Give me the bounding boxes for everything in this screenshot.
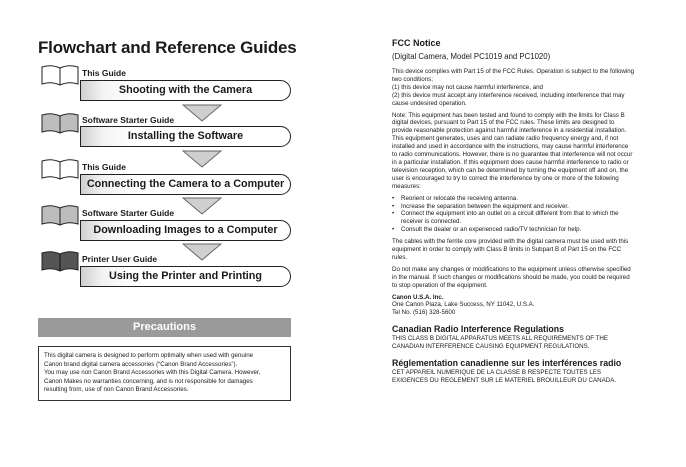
text-line: two conditions; [392,75,433,83]
arrow-down-icon [182,150,222,168]
compliance-paragraph [392,68,654,108]
french-heading: Réglementation canadienne sur les interférences radio [392,358,622,369]
list-item [401,210,654,226]
guide-2-step: Installing the Software [80,126,291,147]
precautions-line: This digital camera is designed to perform optimally when used with genuine [44,352,254,359]
precautions-line: Canon brand digital camera accessories (“Canon Brand Accessories”). [44,360,238,368]
guide-4-label: Software Starter Guide [82,208,175,218]
list-item [401,203,654,211]
precautions-line: resulting from, use of non Canon Brand Accessories. [44,386,189,393]
open-book-white-icon [40,64,80,86]
note-paragraph [392,112,654,191]
company-address: One Canon Plaza, Lake Success, NY 11042, U.S.A. [392,301,535,309]
text-line: in the manual. If such changes or modifications should be made, you could be required [392,273,630,281]
guide-4-step: Downloading Images to a Computer [80,220,291,241]
text-line: installed and used in accordance with the instructions, may cause harmful interference [392,143,629,151]
text-line: rules. [392,253,408,261]
text-line: digital devices, pursuant to Part 15 of the FCC rules. These limits are designed to [392,119,615,127]
guide-3-step: Connecting the Camera to a Computer [80,174,291,195]
french-paragraph [392,369,654,385]
open-book-gray-icon [40,204,80,226]
list-item [401,195,654,203]
changes-paragraph [392,266,654,290]
arrow-down-icon [182,104,222,122]
text-line: television reception, which can be determined by turning the equipment off and on, the [392,166,629,174]
text-line: CET APPAREIL NUMERIQUE DE LA CLASSE B RESPECTE TOUTES LES [392,369,602,377]
text-line: measures: [392,182,421,190]
precautions-heading: Precautions [38,318,291,337]
ferrite-paragraph [392,238,654,262]
arrow-down-icon [182,197,222,215]
canadian-paragraph [392,335,654,351]
open-book-dark-icon [40,250,80,272]
company-name: Canon U.S.A. Inc. [392,293,444,301]
text-line: EXIGENCES DU REGLEMENT SUR LE MATERIEL BROUILLEUR DU CANADA. [392,377,617,384]
text-line: to stop operation of the equipment. [392,281,488,289]
company-phone: Tel No. (516) 328-5600 [392,309,456,317]
guide-1-step: Shooting with the Camera [80,80,291,101]
canadian-heading: Canadian Radio Interference Regulations [392,324,565,335]
fcc-title: FCC Notice [392,38,441,48]
guide-1-label: This Guide [82,68,126,78]
text-line: Note: This equipment has been tested and found to comply with the limits for Class B [392,111,625,119]
text-line: CANADIAN INTERFERENCE CAUSING EQUIPMENT REGULATIONS. [392,343,590,351]
list-item-text: Reorient or relocate the receiving antenna. [401,194,518,202]
guide-2-label: Software Starter Guide [82,115,175,125]
text-line: THIS CLASS B DIGITAL APPARATUS MEETS ALL REQUIREMENTS OF THE [392,335,609,343]
text-line: (1) this device may not cause harmful interference, and [392,83,543,91]
precautions-line: Canon Makes no warranties concerning, and is not responsible for damages [44,377,253,385]
precautions-box [38,346,291,401]
guide-5-label: Printer User Guide [82,254,158,264]
list-item-text: Increase the separation between the equipment and receiver. [401,202,569,210]
text-line: (2) this device must accept any interference received, including interference that may [392,91,625,99]
text-line: This device complies with Part 15 of the FCC Rules. Operation is subject to the following [392,68,635,75]
text-line: Do not make any changes or modifications to the equipment unless otherwise specified [392,265,631,273]
open-book-white-icon [40,158,80,180]
measures-list [392,195,654,235]
text-line: The cables with the ferrite core provided with the digital camera must be used with this [392,238,629,246]
text-line: cause undesired operation. [392,99,467,107]
list-item [401,226,654,234]
text-line: to radio communications. However, there is no guarantee that interference will not occur [392,151,633,159]
text-line: provide reasonable protection against harmful interference in a residential installation. [392,127,627,135]
fcc-column [392,38,654,389]
arrow-down-icon [182,243,222,261]
text-line: This equipment generates, uses and can radiate radio frequency energy and, if not [392,135,619,143]
fcc-subtitle: (Digital Camera, Model PC1019 and PC1020) [392,52,551,61]
open-book-gray-icon [40,112,80,134]
guide-3-label: This Guide [82,162,126,172]
address-block [392,294,654,318]
text-line: equipment in order to comply with Class B limits in Subpart B of Part 15 on the FCC [392,246,622,254]
list-item-text: Consult the dealer or an experienced radio/TV technician for help. [401,226,582,234]
list-item-text: Connect the equipment into an outlet on a circuit different from that to which the [401,210,619,218]
guide-5-step: Using the Printer and Printing [80,266,291,287]
precautions-line: You may use non Canon Brand Accessories with this Digital Camera. However, [44,369,261,376]
text-line: in a particular installation. If this equipment does cause harmful interference to radio or [392,158,629,166]
page-title: Flowchart and Reference Guides [38,38,297,57]
list-item-text: receiver is connected. [401,218,462,226]
text-line: user is encouraged to try to correct the interference by one or more of the following [392,174,619,182]
